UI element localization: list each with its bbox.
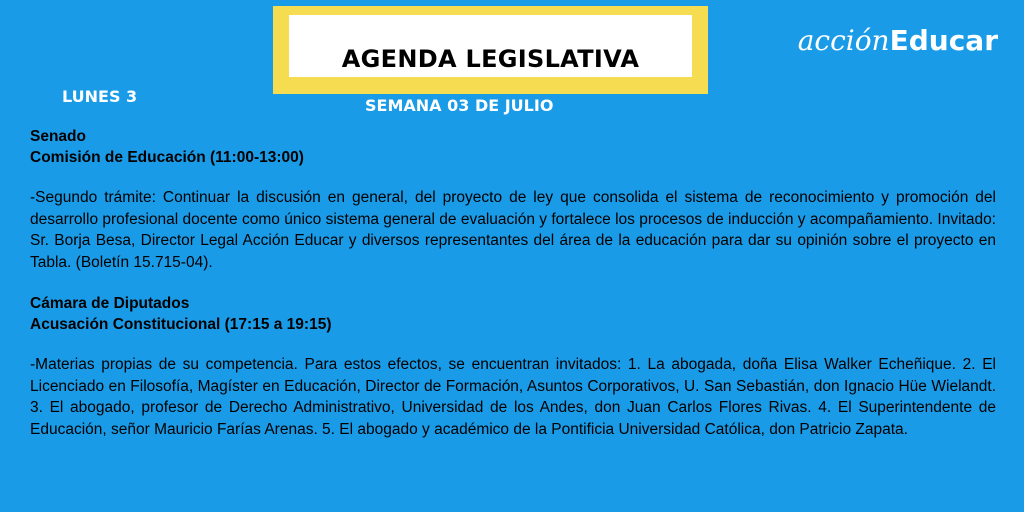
logo-text-bold: Educar xyxy=(889,24,998,57)
agenda-section-senado xyxy=(30,126,996,273)
page-title: AGENDA LEGISLATIVA xyxy=(341,45,640,73)
session-description: -Materias propias de su competencia. Para estos efectos, se encuentran invitados: 1. La abogada, doña Elisa Walker Echeñique. 2. El Licenciado en Filosofía, Magíster en Educación, Director de Formación, Asuntos Corporativos, U. San Sebastián, don Ignacio Hüe Wielandt. 3. El abogado, profesor de Derecho Administrativo, Universidad de los Andes, don Juan Carlos Flores Rivas. 4. El Superintendente de Educación, señor Mauricio Farías Arenas. 5. El abogado y académico de la Pontificia Universidad Católica, don Patricio Zapata. xyxy=(30,356,996,438)
week-label: SEMANA 03 DE JULIO xyxy=(365,96,554,115)
chamber-name: Senado xyxy=(30,128,86,145)
title-box xyxy=(289,15,692,77)
session-description: -Segundo trámite: Continuar la discusión en general, del proyecto de ley que consolida el sistema de reconocimiento y promoción del desarrollo profesional docente como único sistema general de evaluación y fortalece los procesos de inducción y acompañamiento. Invitado: Sr. Borja Besa, Director Legal Acción Educar y diversos representantes del área de la educación para dar su opinión sobre el proyecto en Tabla. (Boletín 15.715-04). xyxy=(30,189,996,271)
committee-session: Comisión de Educación (11:00-13:00) xyxy=(30,149,304,166)
day-label: LUNES 3 xyxy=(62,87,138,106)
agenda-section-camara xyxy=(30,293,996,440)
accion-educar-logo xyxy=(798,24,998,57)
committee-session: Acusación Constitucional (17:15 a 19:15) xyxy=(30,316,332,333)
logo-text-light: acción xyxy=(797,24,890,57)
chamber-name: Cámara de Diputados xyxy=(30,295,190,312)
title-frame xyxy=(273,6,708,94)
agenda-content xyxy=(30,126,996,440)
